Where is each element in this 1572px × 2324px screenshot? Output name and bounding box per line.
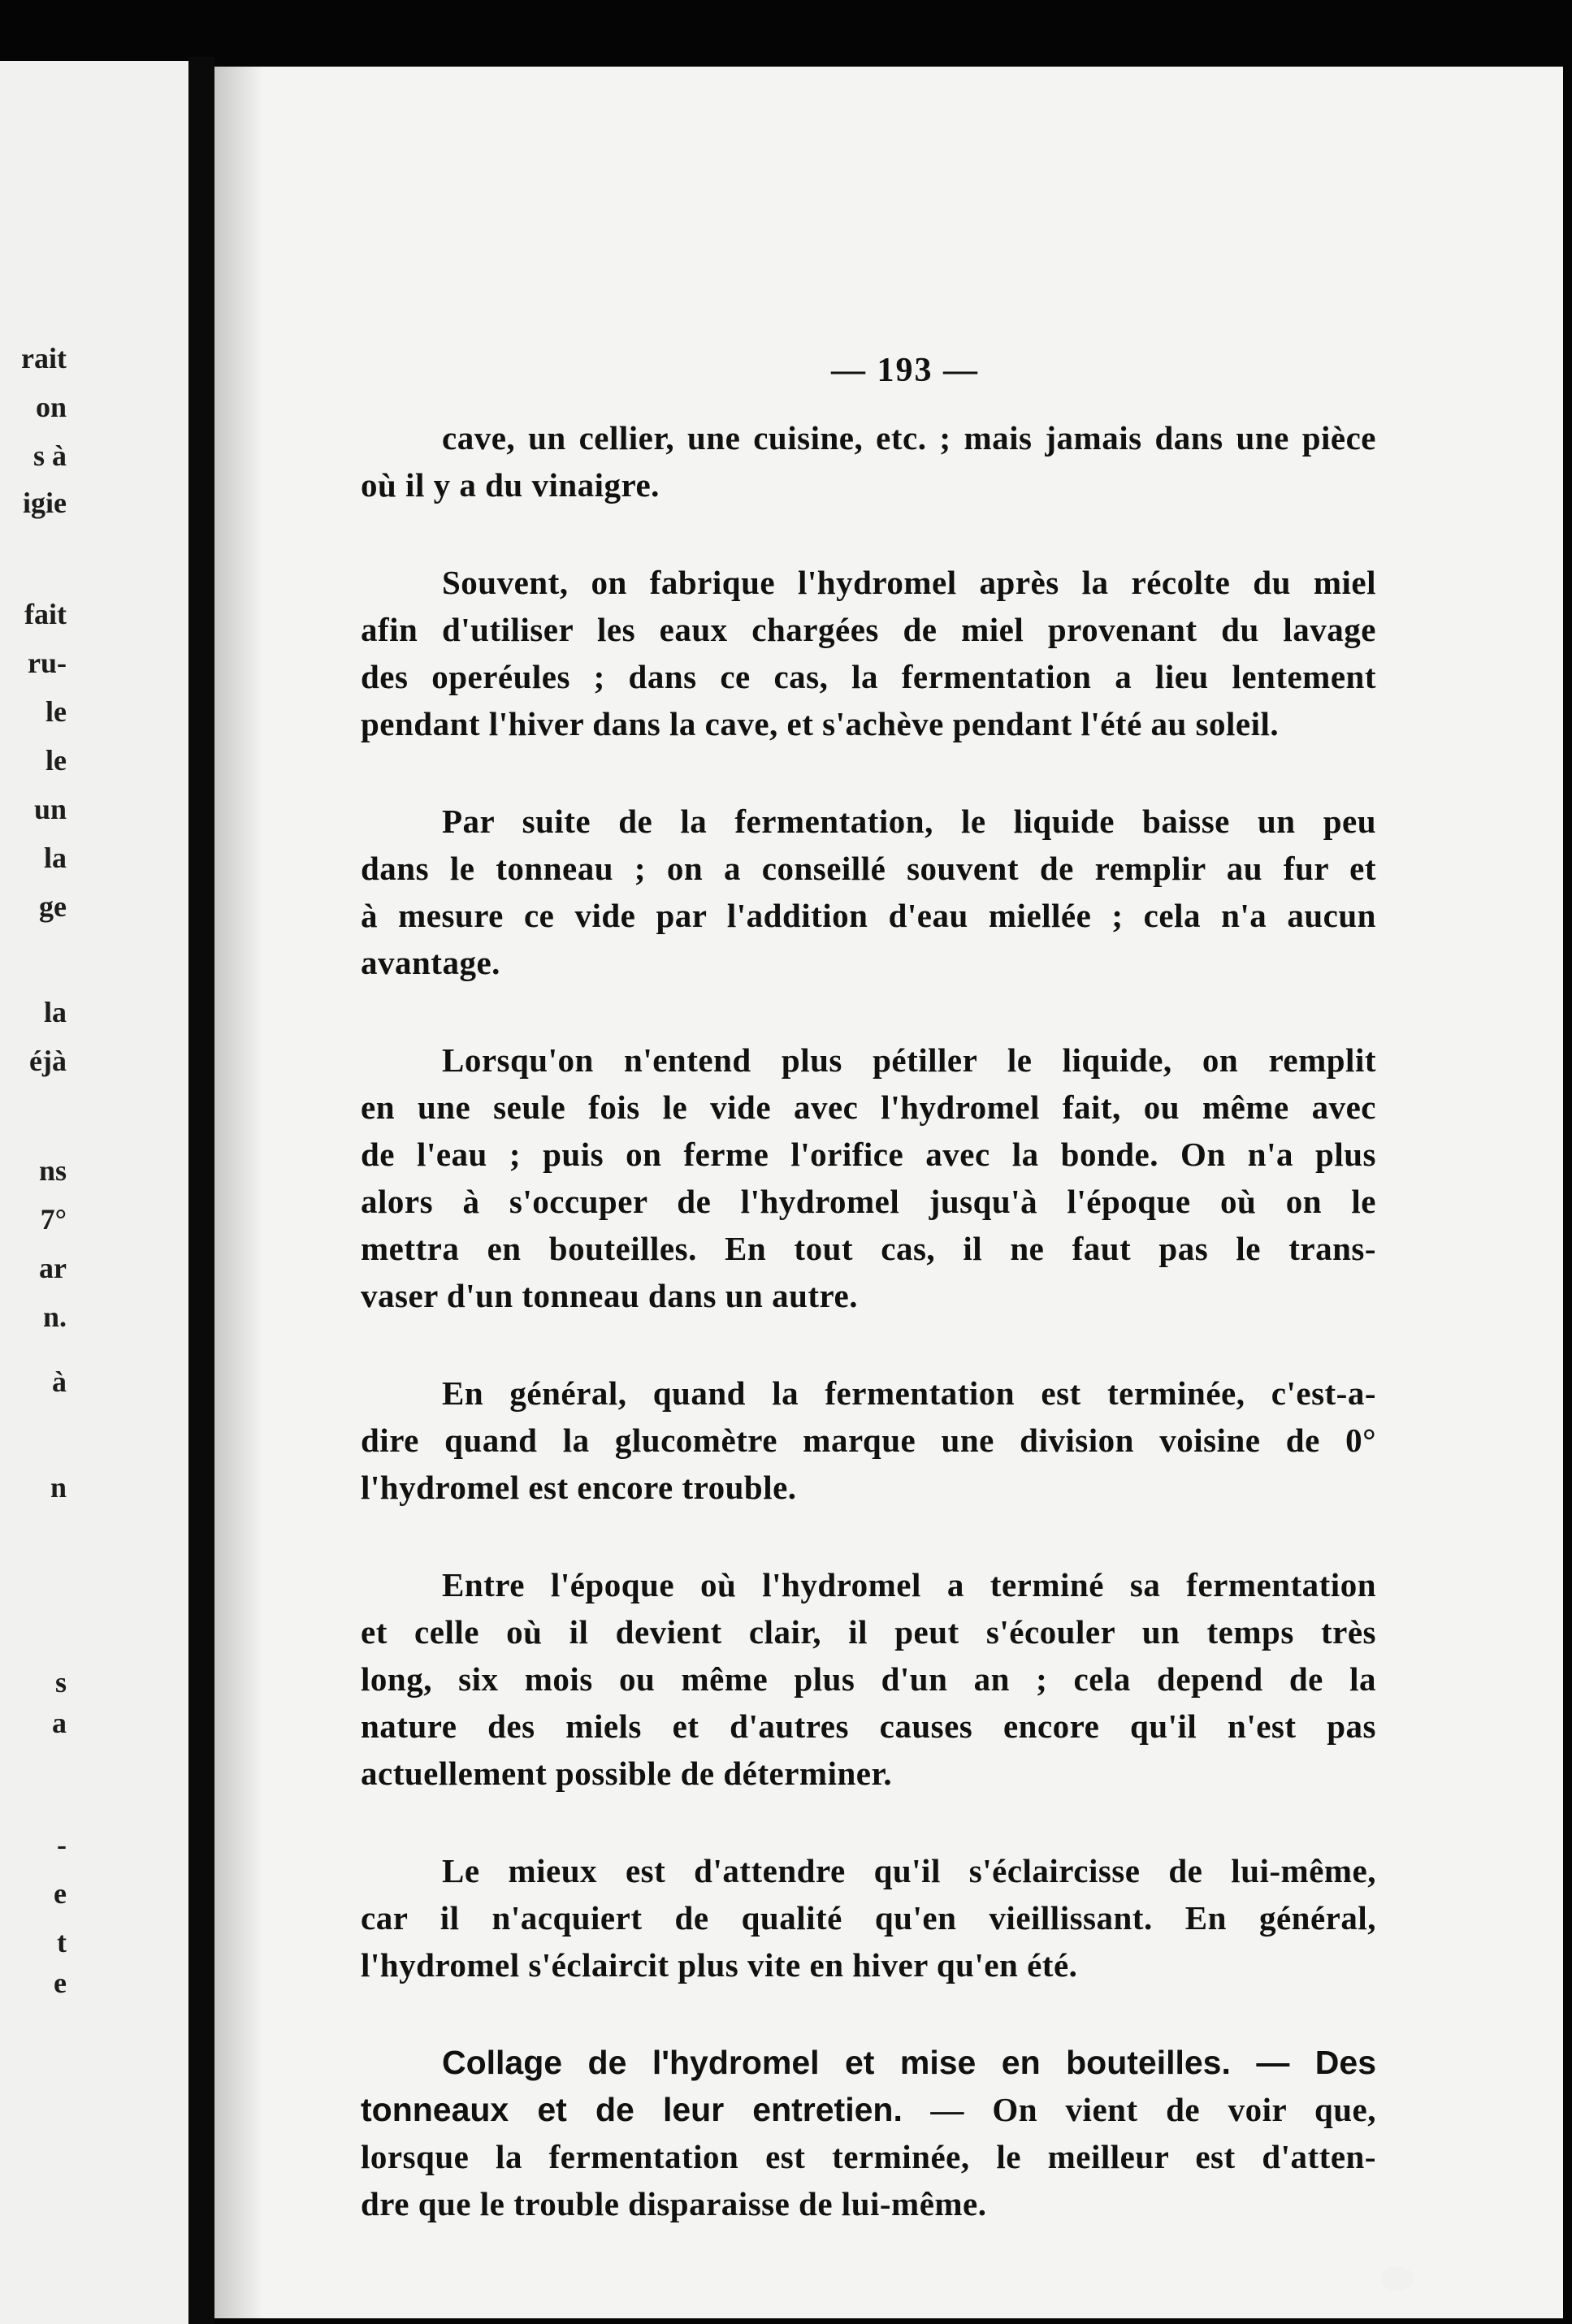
left-page-fragment: n. xyxy=(42,1300,67,1333)
left-page-fragment: igie xyxy=(23,487,67,519)
paragraph-line: de l'eau ; puis on ferme l'orifice avec la bonde. On n'a plus xyxy=(361,1136,1376,1173)
left-page-fragment: la xyxy=(43,996,67,1028)
left-page-fragment: e xyxy=(54,1967,67,1999)
section-heading-paragraph xyxy=(361,2039,1376,2227)
left-facing-page xyxy=(0,61,188,2324)
paragraph-line: car il n'acquiert de qualité qu'en vieillissant. En général, xyxy=(361,1899,1376,1937)
section-heading-line: Collage de l'hydromel et mise en bouteilles. — Des xyxy=(442,2044,1376,2081)
paragraph-line: dre que le trouble disparaisse de lui-même. xyxy=(361,2185,987,2222)
left-page-fragment: ru- xyxy=(28,647,67,679)
left-page-fragment: ge xyxy=(39,890,67,923)
paragraph-line: mettra en bouteilles. En tout cas, il ne faut pas le trans- xyxy=(361,1230,1376,1267)
paragraph-line: dans le tonneau ; on a conseillé souvent de remplir au fur et xyxy=(361,850,1376,887)
left-page-fragment: s à xyxy=(32,439,67,472)
paragraph xyxy=(361,1561,1376,1797)
left-page-fragment: un xyxy=(33,793,67,825)
left-page-fragment: le xyxy=(45,695,67,728)
paragraph-line: vaser d'un tonneau dans un autre. xyxy=(361,1277,858,1314)
paragraph-line: à mesure ce vide par l'addition d'eau miellée ; cela n'a aucun xyxy=(361,897,1376,934)
paragraph xyxy=(361,1036,1376,1319)
paragraph-line: Le mieux est d'attendre qu'il s'éclaircisse de lui-même, xyxy=(442,1852,1376,1889)
paragraph-line: cave, un cellier, une cuisine, etc. ; mais jamais dans une pièce xyxy=(442,419,1376,457)
scan-artifact xyxy=(1381,2266,1414,2291)
paragraph xyxy=(361,1370,1376,1511)
paragraph xyxy=(361,1847,1376,1989)
paragraph-line: Souvent, on fabrique l'hydromel après la récolte du miel xyxy=(442,564,1376,601)
paragraph-line: afin d'utiliser les eaux chargées de miel provenant du lavage xyxy=(361,611,1376,648)
left-page-fragment: - xyxy=(57,1828,67,1861)
left-page-fragment: s xyxy=(54,1666,67,1699)
paragraph-line: l'hydromel s'éclaircit plus vite en hiver qu'en été. xyxy=(361,1946,1078,1984)
left-page-fragment: e xyxy=(54,1877,67,1910)
paragraph-line: l'hydromel est encore trouble. xyxy=(361,1469,797,1506)
page-number: — 193 — xyxy=(831,352,979,389)
paragraph xyxy=(361,414,1376,509)
paragraph-line: où il y a du vinaigre. xyxy=(361,466,660,504)
paragraph-list xyxy=(361,414,1376,1989)
paragraph-line: nature des miels et d'autres causes encore qu'il n'est pas xyxy=(361,1707,1376,1745)
left-page-fragment: fait xyxy=(24,598,67,630)
left-page-fragment: n xyxy=(50,1471,67,1504)
paragraph-line: alors à s'occuper de l'hydromel jusqu'à l'époque où on le xyxy=(361,1183,1376,1220)
paragraph xyxy=(361,798,1376,986)
left-page-fragment: éjà xyxy=(29,1045,67,1077)
left-page-fragment: a xyxy=(52,1707,67,1739)
page-text xyxy=(361,351,1376,2278)
paragraph-line: lorsque la fermentation est terminée, le meilleur est d'atten- xyxy=(361,2138,1376,2175)
page-shadow xyxy=(214,67,263,2318)
paragraph-line: et celle où il devient clair, il peut s'écouler un temps très xyxy=(361,1613,1376,1651)
paragraph-line: Lorsqu'on n'entend plus pétiller le liquide, on remplit xyxy=(442,1041,1376,1079)
left-page-fragment: ar xyxy=(39,1252,67,1284)
paragraph-line: pendant l'hiver dans la cave, et s'achève pendant l'été au soleil. xyxy=(361,705,1280,742)
paragraph-line xyxy=(361,2086,1376,2133)
left-page-fragment: ns xyxy=(38,1154,67,1187)
paragraph-text: — On vient de voir que, xyxy=(902,2091,1377,2128)
left-page-fragment: t xyxy=(57,1926,67,1958)
paragraph-line: avantage. xyxy=(361,944,500,981)
paragraph-line: En général, quand la fermentation est terminée, c'est-a- xyxy=(442,1374,1376,1412)
paragraph-line: dire quand la glucomètre marque une division voisine de 0° xyxy=(361,1422,1376,1459)
left-page-fragment: rait xyxy=(21,342,67,374)
paragraph-line: en une seule fois le vide avec l'hydromel fait, ou même avec xyxy=(361,1088,1376,1126)
book-gutter xyxy=(188,57,214,2324)
left-page-fragment: 7° xyxy=(40,1203,67,1236)
paragraph-line: des operéules ; dans ce cas, la fermentation a lieu lentement xyxy=(361,658,1376,695)
left-page-fragment: la xyxy=(43,842,67,874)
paragraph-line: actuellement possible de déterminer. xyxy=(361,1755,893,1792)
paragraph-line: Par suite de la fermentation, le liquide baisse un peu xyxy=(442,803,1376,840)
left-page-fragment: le xyxy=(45,744,67,777)
paragraph-line: Entre l'époque où l'hydromel a terminé sa fermentation xyxy=(442,1566,1376,1603)
paragraph xyxy=(361,559,1376,747)
section-heading-continuation: tonneaux et de leur entretien. xyxy=(361,2091,903,2128)
left-page-fragment: à xyxy=(52,1365,67,1398)
right-page xyxy=(214,67,1563,2318)
paragraph-line: long, six mois ou même plus d'un an ; cela depend de la xyxy=(361,1660,1376,1698)
left-page-fragment: on xyxy=(35,391,67,423)
